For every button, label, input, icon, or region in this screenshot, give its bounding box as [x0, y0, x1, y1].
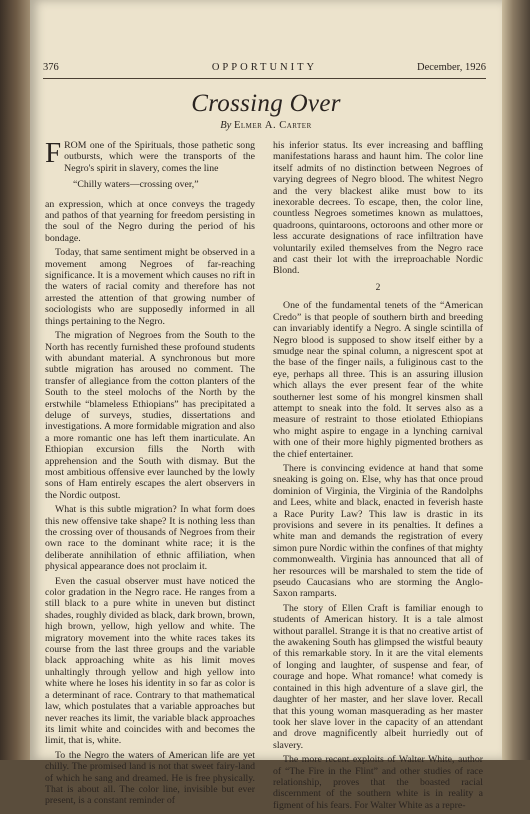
paragraph-opening — [45, 137, 255, 174]
running-head — [43, 62, 486, 76]
paragraph: The migration of Negroes from the South to the North has recently furnished these profound students with abundant material. A synchronous but more subtle migration has aroused no comment. The transfer of allegiance from the cotton planters of the South to the steel molochs of the North by the erstwhile “blameless Ethiopians” has precipitated a deluge of surveys, studies, dissertations and investigations. A more formidable migration and also a more romantic one has left them inarticulate. An Ethiopian excursion fills the North with apprehension and the South with dismay. But the most ambitious offensive ever launched by the lowly sons of Ham entirely escapes the alert observers in the Nordic outpost. — [45, 330, 255, 501]
paragraph-continued: his inferior status. Its ever increasing and baffling manifestations harass and haunt him. The color line itself admits of no distinction between Negroes of varying degrees of Negro blood. The whitest Negro and the very blackest alike must bow to its inexorable decrees. To escape, then, the color line, countless Negroes sometimes known as mulattoes, quadroons, quintaroons, octoroons and other more or less accurate designations of race infiltration have voluntarily exiled themselves from the Negro race and cast their lot with the irreproachable Nordic Blond. — [273, 140, 483, 277]
opening-small-caps: ROM — [64, 140, 87, 151]
author-name: Elmer A. Carter — [233, 120, 312, 131]
page-number: 376 — [43, 62, 59, 73]
paragraph: What is this subtle migration? In what form does this new offensive take shape? It is nothing less than the crossing over of thousands of Negroes from their own race to the dominant white race; it is the deliberate annihilation of ethnic affiliation, when physical appearance does not proclaim it. — [45, 504, 255, 573]
paragraph: Even the casual observer must have noticed the color gradation in the Negro race. He ranges from a still black to a pure white in uneven but distinct shades, roughly divided as black, dark brown, brown, high brown, yellow, high yellow and white. The migratory movement into the white races takes its course from the last three groups and the variable black approaching white as his limit moves unhaltingly through yellow and high yellow into white where he loses his identity in so far as color is a determinant of race. Contrary to that mathematical law, which postulates that a variable approaches but never reaches its limit, the variable black approaches its limit white and coincides with and becomes the limit, that is, white. — [45, 575, 255, 747]
byline-by: By — [220, 120, 232, 131]
paragraph: To the Negro the waters of American life are yet chilly. The promised land is not that sweet fairy-land of which he sang and dreamed. He is free physically. That is about all. The color line, invisible but ever present, is a constant reminder of — [45, 749, 255, 807]
section-number: 2 — [375, 282, 381, 293]
column-left — [45, 137, 255, 810]
paragraph: Today, that same sentiment might be observed in a movement among Negroes of far-reaching significance. It is a movement which causes no rift in the waters of racial comity and therefore has not arrested the attention of that growing number of sociologists who are supposedly informed in all things pertaining to the Negro. — [45, 247, 255, 327]
opening-text: one of the Spirituals, those pathetic song outbursts, which were the transports of the Negro's spirit in slavery, comes the line — [64, 140, 255, 174]
book-spine-shadow — [0, 0, 30, 760]
byline — [30, 120, 502, 131]
article-title: Crossing Over — [191, 90, 341, 117]
issue-date: December, 1926 — [417, 62, 486, 73]
magazine-title: OPPORTUNITY — [211, 62, 318, 73]
magazine-page — [30, 0, 502, 811]
paragraph: The story of Ellen Craft is familiar enough to students of American history. It is a tale almost without parallel. Strange it is that no creative artist of the awakening South has glimpsed the wistful beauty of this remarkable story. In it are the vital elements of longing and laughter, of suspense and fear, of courage and hope. What romance! what comedy is contained in this high adventure of a slave girl, the daughter of her master, and her slave lover. Recall that this young woman masquerading as her master took her slave lover in the capacity of an attendant and drove magnificently albeit hurriedly out of slavery. — [273, 602, 483, 751]
paragraph: One of the fundamental tenets of the “American Credo” is that people of southern birth and breeding can invariably identify a Negro. A single scintilla of Negro blood is supposed to show itself either by a smudge near the spinal column, a nigrescent spot at the base of the finger nails, a fuliginous cast to the eye, perhaps all three. This is an assuring illusion which allays the ever present fear of the white southerner lest some of his mongrel kinsmen shall attempt to sneak into the fold. It serves also as a measure of restraint to those etiolated Ethiopians who might aspire to engage in a lynching carnival with one of their more highly pigmented brothers as the chief entertainer. — [273, 300, 483, 460]
paragraph: There is convincing evidence at hand that some sneaking is going on. Else, why has that once proud dominion of Virginia, the Virginia of the Randolphs and Lees, white and black, enacted in feverish haste a Race Purity Law? This law is drastic in its provisions and severe in its penalties. It defines a white man and demands the registration of every simon pure Nordic within the confines of that mighty commonwealth. Virginia has announced that all of her resources will be marshaled to stem the tide of pseudo Caucasians who are storming the Anglo-Saxon ramparts. — [273, 462, 483, 600]
paragraph: The more recent exploits of Walter White, author of “The Fire in the Flint” and other studies of race relationship, proves that the boasted racial discernment of the southern white is in reality a figment of his fears. For Walter White as a repre- — [273, 754, 483, 811]
drop-cap: F — [45, 137, 62, 169]
paragraph: an expression, which at once conveys the tragedy and pathos of that yearning for freedom persisting in the soul of the Negro during the period of his bondage. — [45, 198, 255, 244]
page-edge-stack — [502, 0, 530, 760]
column-right — [273, 140, 483, 814]
header-rule — [43, 78, 486, 79]
spiritual-quote: “Chilly waters—crossing over,” — [73, 179, 199, 191]
